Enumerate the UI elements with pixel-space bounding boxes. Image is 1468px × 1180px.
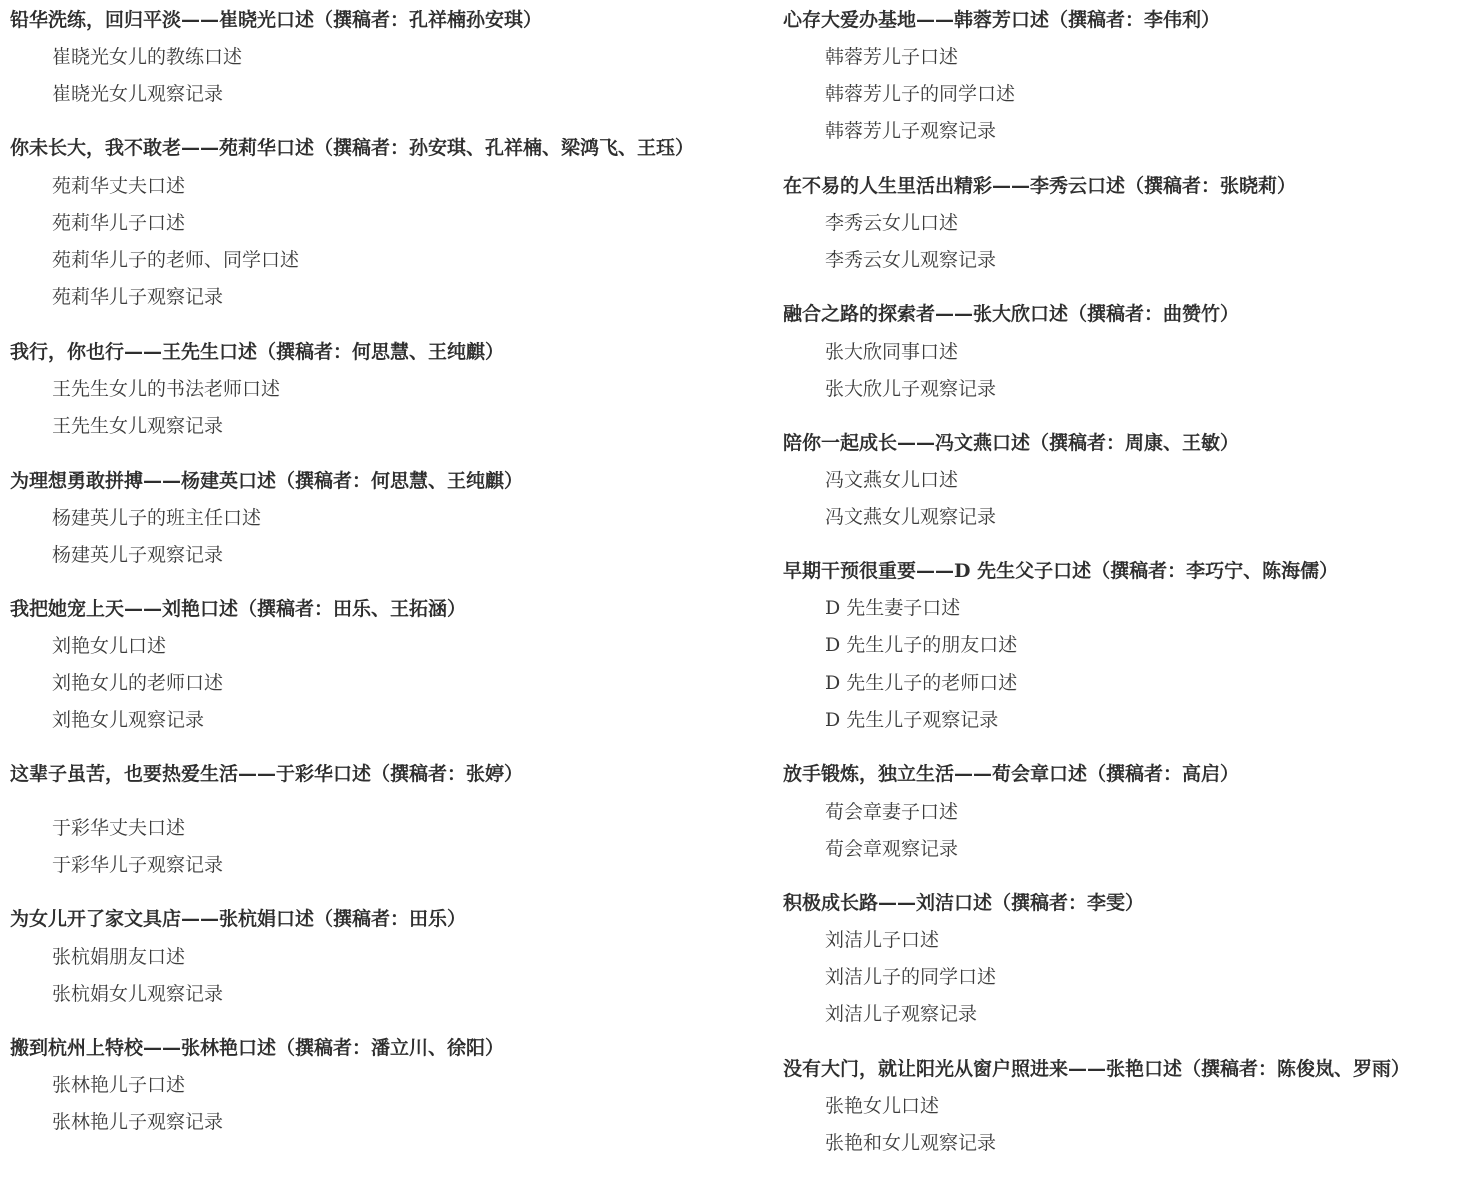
section-item: 杨建英儿子观察记录 bbox=[52, 544, 224, 566]
section-item: D 先生儿子的老师口述 bbox=[825, 672, 1018, 694]
section-item: 冯文燕女儿口述 bbox=[825, 469, 959, 491]
section-item: 苑莉华儿子口述 bbox=[52, 212, 186, 234]
section-heading: 陪你一起成长——冯文燕口述（撰稿者：周康、王敏） bbox=[783, 432, 1240, 454]
section-heading: 放手锻炼，独立生活——荀会章口述（撰稿者：高启） bbox=[783, 763, 1240, 785]
section-heading: 心存大爱办基地——韩蓉芳口述（撰稿者：李伟利） bbox=[783, 9, 1221, 31]
section-heading: 没有大门，就让阳光从窗户照进来——张艳口述（撰稿者：陈俊岚、罗雨） bbox=[783, 1058, 1411, 1080]
section-item: 荀会章观察记录 bbox=[825, 838, 959, 860]
section-item: 刘洁儿子的同学口述 bbox=[825, 966, 997, 988]
section-item: 张大欣儿子观察记录 bbox=[825, 378, 997, 400]
section-item: 刘艳女儿的老师口述 bbox=[52, 672, 224, 694]
section-item: 崔晓光女儿观察记录 bbox=[52, 83, 224, 105]
section-heading: 融合之路的探索者——张大欣口述（撰稿者：曲赞竹） bbox=[783, 303, 1240, 325]
section-item: 李秀云女儿口述 bbox=[825, 212, 959, 234]
section-item: 杨建英儿子的班主任口述 bbox=[52, 507, 262, 529]
section-item: 张杭娟女儿观察记录 bbox=[52, 983, 224, 1005]
section-item: 刘艳女儿观察记录 bbox=[52, 709, 205, 731]
section-heading: 早期干预很重要——D 先生父子口述（撰稿者：李巧宁、陈海儒） bbox=[783, 560, 1339, 582]
section-item: 苑莉华丈夫口述 bbox=[52, 175, 186, 197]
section-item: 于彩华儿子观察记录 bbox=[52, 854, 224, 876]
section-item: 张杭娟朋友口述 bbox=[52, 946, 186, 968]
section-item: 刘艳女儿口述 bbox=[52, 635, 167, 657]
section-item: 张林艳儿子口述 bbox=[52, 1074, 186, 1096]
section-item: 王先生女儿的书法老师口述 bbox=[52, 378, 281, 400]
section-item: D 先生儿子的朋友口述 bbox=[825, 634, 1018, 656]
section-item: 韩蓉芳儿子观察记录 bbox=[825, 120, 997, 142]
section-heading: 为女儿开了家文具店——张杭娟口述（撰稿者：田乐） bbox=[10, 908, 467, 930]
section-heading: 我把她宠上天——刘艳口述（撰稿者：田乐、王拓涵） bbox=[10, 598, 467, 620]
section-item: 韩蓉芳儿子口述 bbox=[825, 46, 959, 68]
section-item: 冯文燕女儿观察记录 bbox=[825, 506, 997, 528]
section-item: 于彩华丈夫口述 bbox=[52, 817, 186, 839]
section-item: D 先生儿子观察记录 bbox=[825, 709, 999, 731]
section-item: 苑莉华儿子的老师、同学口述 bbox=[52, 249, 300, 271]
section-heading: 搬到杭州上特校——张林艳口述（撰稿者：潘立川、徐阳） bbox=[10, 1037, 505, 1059]
section-heading: 我行，你也行——王先生口述（撰稿者：何思慧、王纯麒） bbox=[10, 341, 505, 363]
section-item: 张大欣同事口述 bbox=[825, 341, 959, 363]
section-item: 张艳和女儿观察记录 bbox=[825, 1132, 997, 1154]
section-item: 张艳女儿口述 bbox=[825, 1095, 940, 1117]
section-heading: 在不易的人生里活出精彩——李秀云口述（撰稿者：张晓莉） bbox=[783, 175, 1297, 197]
section-heading: 你未长大，我不敢老——苑莉华口述（撰稿者：孙安琪、孔祥楠、梁鸿飞、王珏） bbox=[10, 137, 695, 159]
section-item: D 先生妻子口述 bbox=[825, 597, 961, 619]
section-heading: 为理想勇敢拼搏——杨建英口述（撰稿者：何思慧、王纯麒） bbox=[10, 470, 524, 492]
section-heading: 铅华洗练，回归平淡——崔晓光口述（撰稿者：孔祥楠孙安琪） bbox=[10, 9, 543, 31]
section-item: 荀会章妻子口述 bbox=[825, 801, 959, 823]
section-item: 韩蓉芳儿子的同学口述 bbox=[825, 83, 1016, 105]
section-item: 刘洁儿子口述 bbox=[825, 929, 940, 951]
section-item: 李秀云女儿观察记录 bbox=[825, 249, 997, 271]
section-item: 苑莉华儿子观察记录 bbox=[52, 286, 224, 308]
section-item: 崔晓光女儿的教练口述 bbox=[52, 46, 243, 68]
section-heading: 积极成长路——刘洁口述（撰稿者：李雯） bbox=[783, 892, 1145, 914]
section-item: 张林艳儿子观察记录 bbox=[52, 1111, 224, 1133]
section-item: 刘洁儿子观察记录 bbox=[825, 1003, 978, 1025]
section-heading: 这辈子虽苦，也要热爱生活——于彩华口述（撰稿者：张婷） bbox=[10, 763, 524, 785]
section-item: 王先生女儿观察记录 bbox=[52, 415, 224, 437]
